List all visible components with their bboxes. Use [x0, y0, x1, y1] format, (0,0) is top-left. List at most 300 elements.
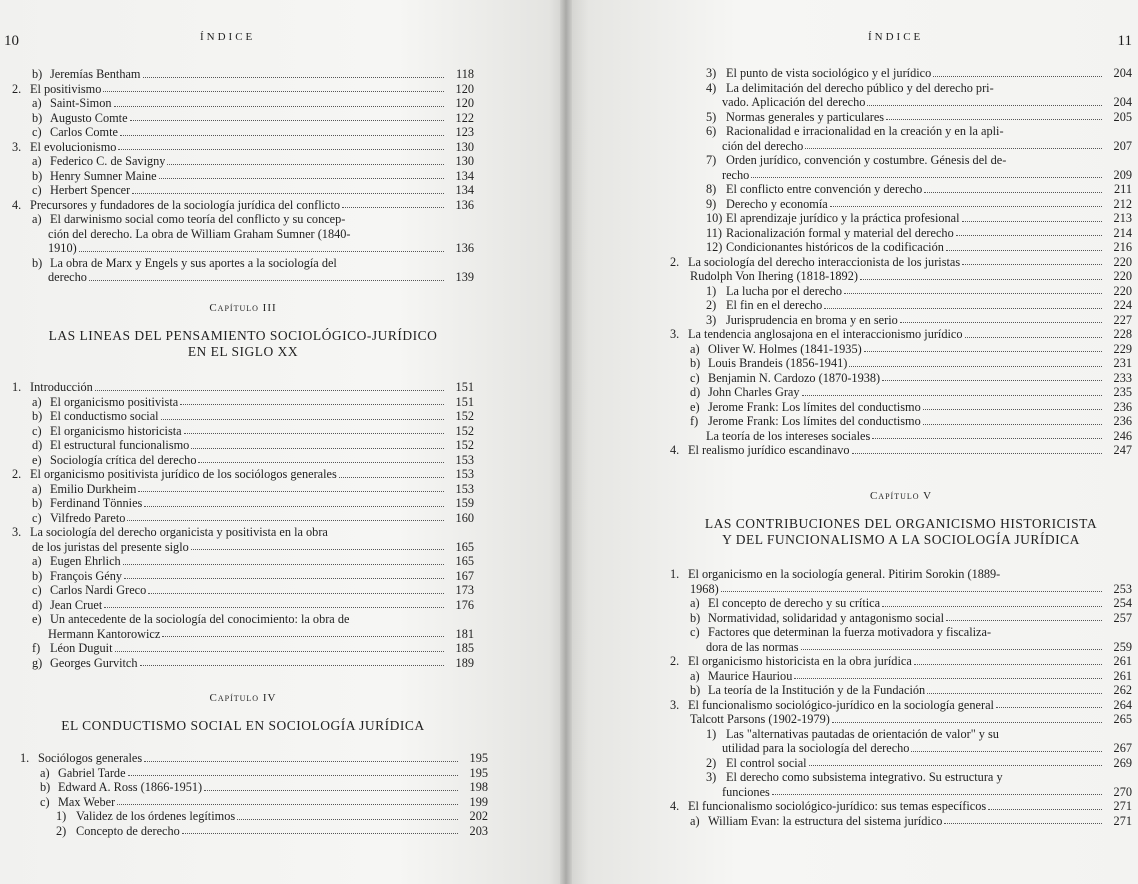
toc-entry-page: 204: [1113, 66, 1132, 80]
toc-entry-title: Louis Brandeis (1856-1941): [708, 356, 848, 370]
toc-entry-number: 1.: [670, 567, 680, 581]
toc-entry-title: La sociología del derecho interaccionista de los juristas: [688, 254, 961, 269]
toc-entry-page: 267: [1113, 741, 1132, 755]
toc-entry-number: a): [32, 96, 42, 110]
toc-entry-title: Introducción: [30, 380, 93, 394]
dot-leader: [103, 91, 444, 92]
toc-entry-title: Jerome Frank: Los límites del conductismo: [708, 399, 921, 414]
dot-leader: [802, 395, 1102, 396]
dot-leader: [996, 707, 1102, 708]
toc-entry-title: El realismo jurídico escandinavo: [688, 443, 850, 457]
dot-leader: [911, 751, 1102, 752]
dot-leader: [79, 251, 444, 252]
toc-entry-page: 236: [1113, 399, 1132, 414]
toc-entry-number: e): [32, 612, 42, 626]
toc-entry-title: ción del derecho: [722, 138, 804, 153]
chapter-title-line: Y DEL FUNCIONALISMO A LA SOCIOLOGÍA JURÍDICA: [722, 532, 1080, 547]
toc-entry: [670, 654, 1132, 669]
toc-entry-title: Jeremías Bentham: [50, 67, 141, 81]
dot-leader: [144, 761, 458, 762]
toc-entry-number: g): [32, 655, 43, 670]
toc-entry: [12, 424, 474, 439]
dot-leader: [124, 578, 444, 579]
dot-leader: [872, 438, 1102, 439]
toc-entry-number: 5): [706, 109, 717, 124]
toc-entry: [670, 110, 1132, 125]
toc-entry: [670, 799, 1132, 814]
toc-entry-title: Sociólogos generales: [38, 751, 143, 765]
toc-entry-number: b): [32, 568, 43, 583]
toc-entry: [12, 525, 474, 540]
dot-leader: [988, 809, 1102, 810]
toc-entry-number: c): [32, 183, 42, 197]
toc-entry: [12, 154, 474, 169]
toc-entry: [670, 770, 1132, 785]
dot-leader: [927, 693, 1102, 694]
toc-entry-title: Racionalidad e irracionalidad en la creación y en la apli-: [726, 124, 1004, 138]
dot-leader: [962, 264, 1102, 265]
toc-entry-title: Emilio Durkheim: [50, 481, 137, 496]
toc-entry: [670, 669, 1132, 684]
toc-entry: [12, 198, 474, 213]
toc-entry-number: c): [40, 794, 50, 809]
toc-entry-title: Herbert Spencer: [50, 183, 131, 197]
chapter-label: Capítulo IV: [209, 692, 277, 704]
toc-entry-number: 12): [706, 240, 723, 254]
toc-entry-title: El conductismo social: [50, 409, 159, 423]
toc-entry-title: Augusto Comte: [50, 110, 128, 125]
toc-entry-title: Hermann Kantorowicz: [48, 626, 161, 641]
toc-entry-number: 3.: [12, 139, 22, 154]
dot-leader: [772, 794, 1102, 795]
toc-entry-title: John Charles Gray: [708, 385, 800, 399]
dot-leader: [138, 491, 444, 492]
toc-entry-page: 233: [1113, 370, 1132, 385]
toc-entry-page: 265: [1113, 712, 1132, 726]
dot-leader: [198, 462, 444, 463]
toc-entry-number: 2.: [12, 467, 22, 481]
chapter-label: Capítulo III: [209, 302, 277, 314]
toc-entry-page: 151: [455, 380, 474, 394]
toc-entry-page: 118: [456, 67, 474, 81]
toc-entry: [12, 96, 474, 111]
toc-entry-title: La obra de Marx y Engels y sus aportes a la sociología del: [50, 255, 337, 270]
toc-entry-page: 153: [455, 481, 474, 496]
toc-entry-page: 120: [455, 81, 474, 96]
toc-entry-title: El conflicto entre convención y derecho: [726, 182, 923, 196]
toc-entry-title: vado. Aplicación del derecho: [722, 95, 866, 109]
toc-entry-page: 254: [1113, 596, 1132, 610]
toc-entry: [12, 453, 474, 468]
toc-entry-page: 211: [1114, 182, 1132, 196]
toc-entry-number: 1): [56, 809, 67, 823]
toc-entry-page: 165: [455, 554, 474, 568]
toc-entry-title: Maurice Hauriou: [708, 668, 793, 683]
dot-leader: [805, 148, 1102, 149]
toc-entry-number: 4.: [670, 799, 680, 813]
toc-entry: [12, 467, 474, 482]
toc-entry-title: François Gény: [50, 568, 123, 583]
toc-entry-page: 159: [455, 496, 474, 510]
toc-entry-page: 152: [455, 409, 474, 423]
toc-entry: [670, 683, 1132, 698]
dot-leader: [801, 649, 1102, 650]
toc-entry-page: 195: [469, 765, 488, 780]
toc-entry-number: 2.: [12, 81, 22, 96]
toc-entry: [670, 712, 1132, 727]
toc-entry-title: Sociología crítica del derecho: [50, 452, 197, 467]
toc-entry-title: Jerome Frank: Los límites del conductismo: [708, 414, 921, 428]
toc-entry-page: 205: [1113, 109, 1132, 124]
dot-leader: [946, 250, 1102, 251]
toc-entry: [670, 255, 1132, 270]
running-head: ÍNDICE: [868, 31, 924, 43]
toc-entry-page: 235: [1113, 385, 1132, 399]
toc-entry-number: b): [40, 780, 51, 794]
dot-leader: [852, 453, 1102, 454]
toc-entry-page: 212: [1113, 196, 1132, 211]
toc-entry-number: a): [32, 481, 42, 496]
toc-entry-title: Carlos Comte: [50, 125, 118, 139]
toc-entry-title: Precursores y fundadores de la sociología jurídica del conflicto: [30, 197, 341, 212]
toc-entry: [670, 182, 1132, 197]
toc-entry-title: Léon Duguit: [50, 641, 113, 655]
toc-entry-page: 269: [1113, 755, 1132, 770]
toc-entry: [12, 496, 474, 511]
toc-block: [670, 66, 1132, 458]
toc-entry: [12, 380, 474, 395]
toc-entry-number: 1): [706, 283, 717, 298]
toc-entry: [12, 612, 474, 627]
dot-leader: [115, 651, 445, 652]
toc-entry: [12, 256, 474, 271]
dot-leader: [860, 279, 1102, 280]
chapter-title-line: EN EL SIGLO XX: [187, 344, 299, 359]
toc-entry-title: Las "alternativas pautadas de orientación de valor" y su: [726, 726, 999, 741]
toc-entry-title: Oliver W. Holmes (1841-1935): [708, 341, 862, 356]
toc-entry-title: 1968): [690, 581, 719, 596]
toc-entry-page: 257: [1113, 610, 1132, 625]
toc-entry: [12, 140, 474, 155]
toc-entry-title: Rudolph Von Ihering (1818-1892): [690, 269, 858, 283]
toc-entry: [670, 785, 1132, 800]
toc-entry: [12, 409, 474, 424]
toc-entry-number: b): [32, 409, 43, 423]
toc-entry-title: derecho: [48, 270, 87, 284]
toc-entry-number: 3): [706, 66, 717, 80]
toc-entry-number: 1.: [12, 380, 22, 394]
toc-entry-page: 153: [455, 452, 474, 467]
toc-entry: [670, 240, 1132, 255]
toc-entry-title: El fin en el derecho: [726, 298, 823, 312]
dot-leader: [191, 549, 444, 550]
toc-entry-number: b): [690, 610, 701, 625]
toc-entry-number: a): [690, 341, 700, 356]
toc-entry-number: b): [32, 496, 43, 510]
dot-leader: [924, 192, 1102, 193]
dot-leader: [148, 593, 444, 594]
toc-entry-page: 167: [455, 568, 474, 583]
toc-entry-page: 253: [1113, 581, 1132, 596]
dot-leader: [965, 337, 1102, 338]
toc-entry-page: 130: [455, 139, 474, 154]
toc-entry-page: 130: [455, 154, 474, 168]
toc-entry-page: 214: [1113, 225, 1132, 240]
toc-entry-title: Benjamin N. Cardozo (1870-1938): [708, 370, 881, 385]
toc-entry-page: 207: [1113, 138, 1132, 153]
dot-leader: [143, 77, 445, 78]
toc-entry-title: El estructural funcionalismo: [50, 438, 190, 452]
toc-entry: [670, 443, 1132, 458]
toc-entry-title: Un antecedente de la sociología del conocimiento: la obra de: [50, 612, 350, 626]
toc-entry-number: 3.: [670, 327, 680, 341]
dot-leader: [120, 135, 444, 136]
toc-entry-title: El organicismo en la sociología general. Pitirim Sorokin (1889-: [688, 567, 1001, 581]
right-page: [566, 0, 1138, 884]
toc-entry-page: 246: [1113, 428, 1132, 443]
toc-entry-page: 153: [455, 467, 474, 481]
toc-entry-number: f): [32, 641, 41, 655]
toc-entry: [670, 124, 1132, 139]
toc-entry-title: Gabriel Tarde: [58, 765, 126, 780]
toc-entry-title: La lucha por el derecho: [726, 283, 843, 298]
toc-entry-page: 176: [455, 597, 474, 612]
toc-entry-page: 231: [1113, 356, 1132, 370]
dot-leader: [184, 433, 444, 434]
toc-entry-number: 6): [706, 124, 717, 138]
toc-entry: [670, 400, 1132, 415]
toc-entry-title: Georges Gurvitch: [50, 655, 138, 670]
dot-leader: [191, 448, 444, 449]
dot-leader: [882, 380, 1102, 381]
toc-entry: [670, 211, 1132, 226]
toc-entry: [12, 111, 474, 126]
toc-entry-number: 2): [56, 823, 67, 838]
dot-leader: [117, 804, 458, 805]
dot-leader: [867, 105, 1102, 106]
toc-entry: [12, 641, 474, 656]
toc-entry-title: El evolucionismo: [30, 139, 117, 154]
dot-leader: [956, 235, 1102, 236]
dot-leader: [237, 819, 458, 820]
toc-entry-page: 220: [1113, 254, 1132, 269]
toc-entry-title: dora de las normas: [706, 639, 799, 654]
toc-entry-title: Validez de los órdenes legítimos: [76, 809, 236, 823]
toc-entry: [670, 66, 1132, 81]
toc-entry-title: Concepto de derecho: [76, 823, 180, 838]
dot-leader: [161, 419, 444, 420]
toc-entry-number: b): [32, 168, 43, 183]
page-number: 10: [4, 33, 19, 49]
toc-entry: [12, 554, 474, 569]
toc-entry: [670, 139, 1132, 154]
toc-entry: [12, 183, 474, 198]
toc-entry: [670, 582, 1132, 597]
chapter-title-line: LAS LINEAS DEL PENSAMIENTO SOCIOLÓGICO-JURÍDICO: [48, 328, 438, 343]
toc-entry-title: El control social: [726, 755, 807, 770]
toc-entry-number: a): [32, 154, 42, 168]
toc-entry: [12, 482, 474, 497]
toc-entry: [670, 313, 1132, 328]
toc-entry-title: Talcott Parsons (1902-1979): [690, 712, 830, 726]
toc-entry-title: Normas generales y particulares: [726, 109, 885, 124]
toc-entry-title: ción del derecho. La obra de William Graham Sumner (1840-: [48, 226, 351, 241]
toc-entry: [12, 395, 474, 410]
toc-entry: [670, 95, 1132, 110]
toc-entry: [20, 766, 488, 781]
toc-entry: [670, 168, 1132, 183]
toc-entry-title: El darwinismo social como teoría del conflicto y su concep-: [50, 212, 346, 226]
toc-entry: [670, 284, 1132, 299]
toc-entry: [670, 429, 1132, 444]
toc-entry: [670, 327, 1132, 342]
toc-entry: [670, 197, 1132, 212]
toc-entry-page: 216: [1113, 240, 1132, 254]
toc-entry-page: 259: [1113, 639, 1132, 654]
toc-entry-page: 136: [455, 197, 474, 212]
toc-entry-title: Carlos Nardi Greco: [50, 583, 147, 597]
toc-entry-title: El organicismo positivista: [50, 394, 179, 409]
toc-entry: [670, 371, 1132, 386]
toc-entry: [12, 169, 474, 184]
dot-leader: [339, 477, 444, 478]
dot-leader: [130, 120, 444, 121]
dot-leader: [751, 177, 1102, 178]
toc-entry-number: 8): [706, 182, 717, 196]
dot-leader: [162, 636, 444, 637]
toc-entry-title: El aprendizaje jurídico y la práctica profesional: [726, 211, 960, 225]
dot-leader: [794, 678, 1102, 679]
toc-entry-number: b): [32, 67, 43, 81]
toc-entry: [12, 438, 474, 453]
toc-entry-title: El organicismo historicista: [50, 423, 182, 438]
toc-entry-page: 220: [1113, 269, 1132, 283]
toc-entry-number: 7): [706, 153, 717, 167]
left-page: [0, 0, 566, 884]
toc-entry-page: 120: [455, 96, 474, 110]
toc-entry: [670, 756, 1132, 771]
toc-entry-number: d): [32, 597, 43, 612]
toc-entry-page: 134: [455, 183, 474, 197]
toc-entry-number: d): [690, 385, 701, 399]
chapter-title-line: EL CONDUCTISMO SOCIAL EN SOCIOLOGÍA JURÍDICA: [61, 718, 425, 733]
toc-entry: [12, 125, 474, 140]
toc-entry-number: c): [32, 583, 42, 597]
toc-entry-title: Max Weber: [58, 794, 116, 809]
toc-entry-page: 204: [1113, 95, 1132, 109]
chapter-heading: [12, 692, 474, 734]
toc-entry-number: e): [32, 452, 42, 467]
toc-entry-page: 247: [1113, 443, 1132, 457]
toc-entry-page: 270: [1113, 784, 1132, 799]
toc-entry: [20, 824, 488, 839]
dot-leader: [721, 591, 1102, 592]
toc-entry-page: 134: [455, 168, 474, 183]
toc-entry: [20, 780, 488, 795]
dot-leader: [144, 506, 444, 507]
dot-leader: [914, 664, 1102, 665]
running-head: ÍNDICE: [200, 31, 256, 43]
toc-entry-page: 152: [455, 438, 474, 452]
toc-entry-page: 181: [455, 626, 474, 641]
toc-entry: [12, 627, 474, 642]
toc-entry-page: 151: [455, 394, 474, 409]
toc-entry-number: 1): [706, 726, 717, 741]
toc-entry-page: 160: [455, 510, 474, 525]
toc-entry-page: 136: [455, 241, 474, 255]
dot-leader: [159, 178, 444, 179]
chapter-heading: [12, 302, 474, 360]
toc-entry: [670, 385, 1132, 400]
toc-entry: [12, 540, 474, 555]
toc-entry-number: b): [32, 255, 43, 270]
toc-entry: [12, 241, 474, 256]
toc-entry: [670, 414, 1132, 429]
toc-entry-page: 199: [469, 794, 488, 809]
toc-entry: [12, 227, 474, 242]
toc-entry-title: Vilfredo Pareto: [50, 510, 126, 525]
toc-entry: [670, 298, 1132, 313]
dot-leader: [944, 823, 1102, 824]
toc-entry-title: de los juristas del presente siglo: [32, 539, 189, 554]
toc-entry-title: Federico C. de Savigny: [50, 154, 166, 168]
toc-entry: [670, 625, 1132, 640]
toc-entry-number: 1.: [20, 751, 30, 765]
dot-leader: [204, 790, 458, 791]
toc-entry: [20, 751, 488, 766]
toc-entry-page: 227: [1113, 312, 1132, 327]
toc-entry: [670, 727, 1132, 742]
toc-entry-title: La tendencia anglosajona en el interaccionismo jurídico: [688, 327, 963, 341]
dot-leader: [962, 221, 1102, 222]
toc-entry-page: 198: [469, 780, 488, 794]
toc-entry-number: 10): [706, 211, 723, 225]
toc-entry-page: 213: [1113, 211, 1132, 225]
toc-entry-number: a): [32, 212, 42, 226]
toc-entry: [12, 511, 474, 526]
toc-entry-page: 261: [1113, 654, 1132, 668]
toc-entry-number: a): [32, 554, 42, 568]
toc-entry: [20, 809, 488, 824]
toc-entry-title: Henry Sumner Maine: [50, 168, 157, 183]
toc-entry-number: 3.: [12, 525, 22, 539]
toc-entry-number: a): [690, 596, 700, 610]
toc-entry-title: El organicismo historicista en la obra jurídica: [688, 654, 912, 668]
page-number: 11: [1117, 33, 1132, 49]
toc-entry-title: Factores que determinan la fuerza motivadora y fiscaliza-: [708, 625, 992, 639]
chapter-label: Capítulo V: [869, 490, 933, 502]
toc-entry-number: 4.: [12, 197, 22, 212]
toc-entry-page: 264: [1113, 697, 1132, 712]
toc-entry-page: 236: [1113, 414, 1132, 428]
toc-entry: [670, 567, 1132, 582]
toc-entry-page: 271: [1113, 799, 1132, 813]
toc-entry-title: Derecho y economía: [726, 196, 828, 211]
toc-entry: [670, 814, 1132, 829]
chapter-heading: [670, 490, 1132, 548]
dot-leader: [182, 833, 458, 834]
toc-entry-number: 4.: [670, 443, 680, 457]
toc-entry-title: Racionalización formal y material del derecho: [726, 225, 954, 240]
toc-entry-page: 185: [455, 641, 474, 655]
toc-block: [20, 751, 488, 838]
toc-entry-number: e): [690, 399, 700, 414]
toc-entry-title: Normatividad, solidaridad y antagonismo social: [708, 610, 944, 625]
toc-entry: [12, 569, 474, 584]
toc-entry-number: 3): [706, 312, 717, 327]
dot-leader: [923, 409, 1102, 410]
toc-entry-number: 9): [706, 196, 717, 211]
